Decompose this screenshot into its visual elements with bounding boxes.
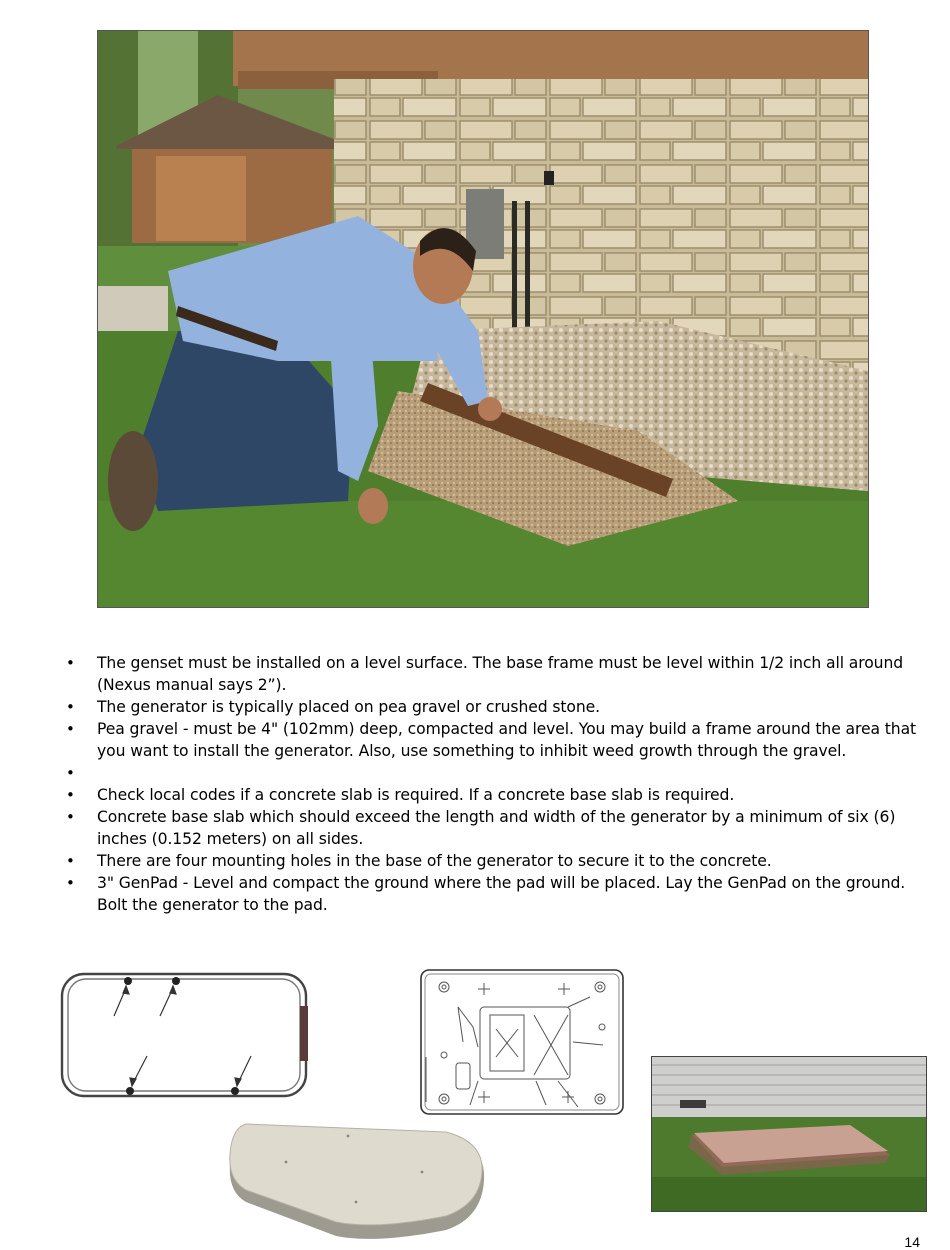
list-spacer [62,762,932,784]
installation-requirements-list [62,652,932,916]
mounting-hole-icon [172,977,180,985]
concrete-slab-photo [651,1056,927,1212]
base-frame-mounting-holes-figure [58,966,310,1100]
page-number: 14 [904,1234,920,1250]
list-item: • There are four mounting holes in the base of the generator to secure it to the concrete. [62,850,932,872]
genpad-drawing [226,1122,488,1246]
list-item: • Check local codes if a concrete slab is required. If a concrete base slab is required. [62,784,932,806]
list-item: • The genset must be installed on a level surface. The base frame must be level within 1/2 inch all around (Nexus manual says 2”). [62,652,932,696]
base-frame-drawing [58,966,310,1100]
installation-photo [97,30,869,608]
installation-photo-drawing [98,31,868,607]
generator-base-plan-figure [418,967,626,1117]
genpad-figure [226,1122,488,1246]
generator-base-plan-drawing [418,967,626,1117]
list-item: • 3" GenPad - Level and compact the ground where the pad will be placed. Lay the GenPad on the ground. Bolt the generator to the pad. [62,872,932,916]
mounting-hole-icon [124,977,132,985]
list-item: • The generator is typically placed on pea gravel or crushed stone. [62,696,932,718]
list-item: • Pea gravel - must be 4" (102mm) deep, compacted and level. You may build a frame around the area that you want to install the generator. Also, use something to inhibit weed growth through the gravel. [62,718,932,762]
list-item: • Concrete base slab which should exceed the length and width of the generator by a minimum of six (6) inches (0.152 meters) on all sides. [62,806,932,850]
mounting-hole-icon [231,1087,239,1095]
mounting-hole-icon [126,1087,134,1095]
concrete-slab-drawing [652,1057,926,1211]
